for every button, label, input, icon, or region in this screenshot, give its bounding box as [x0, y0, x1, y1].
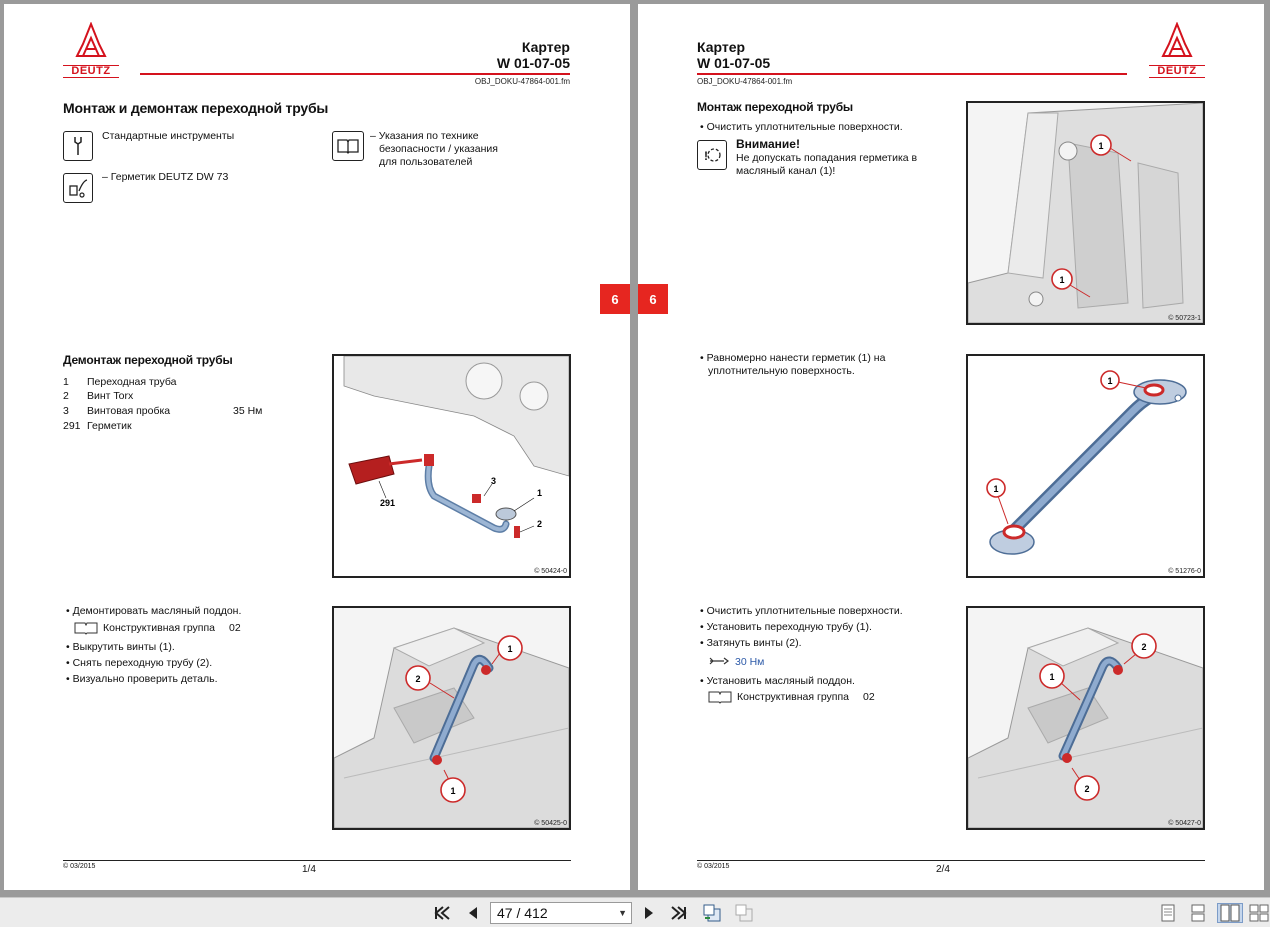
step-install-oil-pan: • Установить масляный поддон. — [700, 675, 855, 688]
callout-2: 2 — [1084, 784, 1090, 794]
callout-1: 1 — [1059, 275, 1065, 285]
footer-rule — [63, 860, 571, 861]
wrench-icon — [69, 135, 87, 157]
warning-gear-icon — [701, 144, 723, 166]
single-page-view-button[interactable] — [1157, 903, 1179, 923]
pipe-sealant-drawing — [968, 356, 1203, 576]
part-num: 3 — [63, 405, 69, 417]
next-page-button[interactable] — [638, 903, 660, 923]
part-num: 291 — [63, 420, 81, 432]
step-apply-sealant-2: уплотнительную поверхность. — [708, 365, 855, 377]
fig-label-291: 291 — [380, 498, 396, 508]
figure-sealing-surfaces — [966, 101, 1205, 325]
section-title-install: Монтаж переходной трубы — [697, 100, 853, 114]
figure-pipe-installed-right — [966, 606, 1205, 830]
page-title: Монтаж и демонтаж переходной трубы — [63, 100, 329, 116]
next-view-button[interactable] — [733, 903, 755, 923]
fig-label-1: 1 — [537, 488, 543, 498]
warning-line-1: Не допускать попадания герметика в — [736, 152, 918, 164]
sealing-surfaces-drawing — [968, 103, 1203, 323]
section-title-removal: Демонтаж переходной трубы — [63, 353, 233, 367]
callout-1: 1 — [507, 644, 513, 654]
continuous-page-icon — [1191, 904, 1205, 922]
part-name: Переходная труба — [87, 376, 177, 388]
footer-page-number: 1/4 — [302, 864, 316, 875]
book-ref-icon — [74, 621, 98, 635]
footer-rule — [697, 860, 1205, 861]
figure-code: © 50424-0 — [534, 568, 567, 575]
part-num: 1 — [63, 376, 69, 388]
deutz-logo-text: DEUTZ — [63, 65, 119, 78]
previous-page-button[interactable] — [462, 903, 484, 923]
sealant-icon-box — [63, 173, 93, 203]
sealant-label: – Герметик DEUTZ DW 73 — [102, 171, 229, 183]
step-clean-surfaces: • Очистить уплотнительные поверхности. — [700, 121, 903, 134]
figure-code: © 50427-0 — [1168, 820, 1201, 827]
deutz-logo-mark-icon — [1155, 22, 1199, 60]
part-torque: 35 Нм — [233, 405, 263, 417]
two-page-continuous-button[interactable] — [1248, 903, 1270, 923]
header-code: W 01-07-05 — [496, 55, 570, 71]
figure-code: © 51276-0 — [1168, 568, 1201, 575]
callout-1: 1 — [450, 786, 456, 796]
footer-page-number: 2/4 — [936, 864, 950, 875]
tool-icon-box — [63, 131, 93, 161]
chapter-tab: 6 — [600, 284, 630, 314]
page-indicator: 47 / 412 — [497, 905, 548, 921]
fig-label-2: 2 — [537, 519, 543, 529]
continuous-view-button[interactable] — [1187, 903, 1209, 923]
figure-code: © 50425-0 — [534, 820, 567, 827]
step-remove-oil-pan: • Демонтировать масляный поддон. — [66, 605, 241, 618]
chevron-down-icon[interactable]: ▼ — [618, 908, 627, 918]
figure-exploded-view — [332, 354, 571, 578]
document-page-right — [638, 4, 1264, 890]
header-rule — [697, 73, 1127, 75]
pipe-installed-right-drawing — [968, 608, 1203, 828]
previous-view-button[interactable] — [701, 903, 723, 923]
book-icon — [336, 137, 360, 155]
figure-pipe-sealant — [966, 354, 1205, 578]
file-reference: OBJ_DOKU-47864-001.fm — [697, 77, 793, 86]
step-inspect: • Визуально проверить деталь. — [66, 673, 218, 686]
next-page-icon — [642, 905, 656, 921]
step-install-pipe: • Установить переходную трубу (1). — [700, 621, 872, 634]
deutz-logo-text: DEUTZ — [1149, 65, 1205, 78]
step-remove-pipe: • Снять переходную трубу (2). — [66, 657, 212, 670]
previous-view-icon — [702, 904, 722, 922]
footer-copyright: © 03/2015 — [697, 863, 730, 870]
file-reference: OBJ_DOKU-47864-001.fm — [474, 77, 570, 86]
part-name: Винтовая пробка — [87, 405, 171, 417]
page-number-input[interactable] — [490, 902, 632, 924]
callout-2: 2 — [415, 674, 421, 684]
torque-wrench-icon — [708, 655, 730, 667]
torque-value: 30 Нм — [735, 656, 765, 668]
figure-code: © 50723-1 — [1168, 315, 1201, 322]
safety-line-3: для пользователей — [379, 156, 473, 168]
ref-group-number: 02 — [229, 622, 241, 634]
sealant-icon — [67, 177, 89, 199]
chapter-tab: 6 — [638, 284, 668, 314]
ref-group-number: 02 — [863, 691, 875, 703]
two-page-view-button[interactable] — [1217, 903, 1243, 923]
header-title: Картер — [521, 39, 570, 55]
header-title: Картер — [697, 39, 746, 55]
warning-line-2: масляный канал (1)! — [736, 165, 836, 177]
book-ref-icon — [708, 690, 732, 704]
part-name: Винт Torx — [87, 390, 134, 402]
warning-title: Внимание! — [736, 137, 800, 151]
last-page-button[interactable] — [668, 903, 690, 923]
step-tighten-screws: • Затянуть винты (2). — [700, 637, 802, 650]
callout-1: 1 — [993, 484, 999, 494]
safety-line-1: – Указания по технике — [370, 130, 479, 142]
pipe-installed-drawing — [334, 608, 569, 828]
deutz-logo-mark-icon — [69, 22, 113, 60]
exploded-view-drawing — [334, 356, 569, 576]
figure-pipe-installed — [332, 606, 571, 830]
step-clean-surfaces-2: • Очистить уплотнительные поверхности. — [700, 605, 903, 618]
two-page-continuous-icon — [1249, 904, 1269, 922]
callout-1: 1 — [1049, 672, 1055, 682]
fig-label-3: 3 — [491, 476, 497, 486]
warning-icon-box — [697, 140, 727, 170]
ref-group-label: Конструктивная группа — [737, 691, 850, 703]
header-code: W 01-07-05 — [697, 55, 771, 71]
viewer-toolbar — [0, 897, 1270, 927]
part-name: Герметик — [87, 420, 132, 432]
callout-1: 1 — [1107, 376, 1113, 386]
step-unscrew: • Выкрутить винты (1). — [66, 641, 175, 654]
deutz-logo — [1149, 22, 1205, 78]
book-icon-box — [332, 131, 364, 161]
step-apply-sealant-1: • Равномерно нанести герметик (1) на — [700, 352, 885, 365]
footer-copyright: © 03/2015 — [63, 863, 96, 870]
document-page-left — [4, 4, 630, 890]
callout-2: 2 — [1141, 642, 1147, 652]
callout-1: 1 — [1098, 141, 1104, 151]
standard-tools-label: Стандартные инструменты — [102, 130, 235, 142]
safety-line-2: безопасности / указания — [379, 143, 498, 155]
deutz-logo — [63, 22, 119, 78]
first-page-button[interactable] — [431, 903, 453, 923]
part-num: 2 — [63, 390, 69, 402]
next-view-icon — [734, 904, 754, 922]
single-page-icon — [1161, 904, 1175, 922]
two-page-icon — [1220, 904, 1240, 922]
last-page-icon — [670, 905, 688, 921]
ref-group-label: Конструктивная группа — [103, 622, 216, 634]
header-rule — [140, 73, 570, 75]
previous-page-icon — [466, 905, 480, 921]
svg-text:!: ! — [704, 149, 708, 163]
first-page-icon — [433, 905, 451, 921]
